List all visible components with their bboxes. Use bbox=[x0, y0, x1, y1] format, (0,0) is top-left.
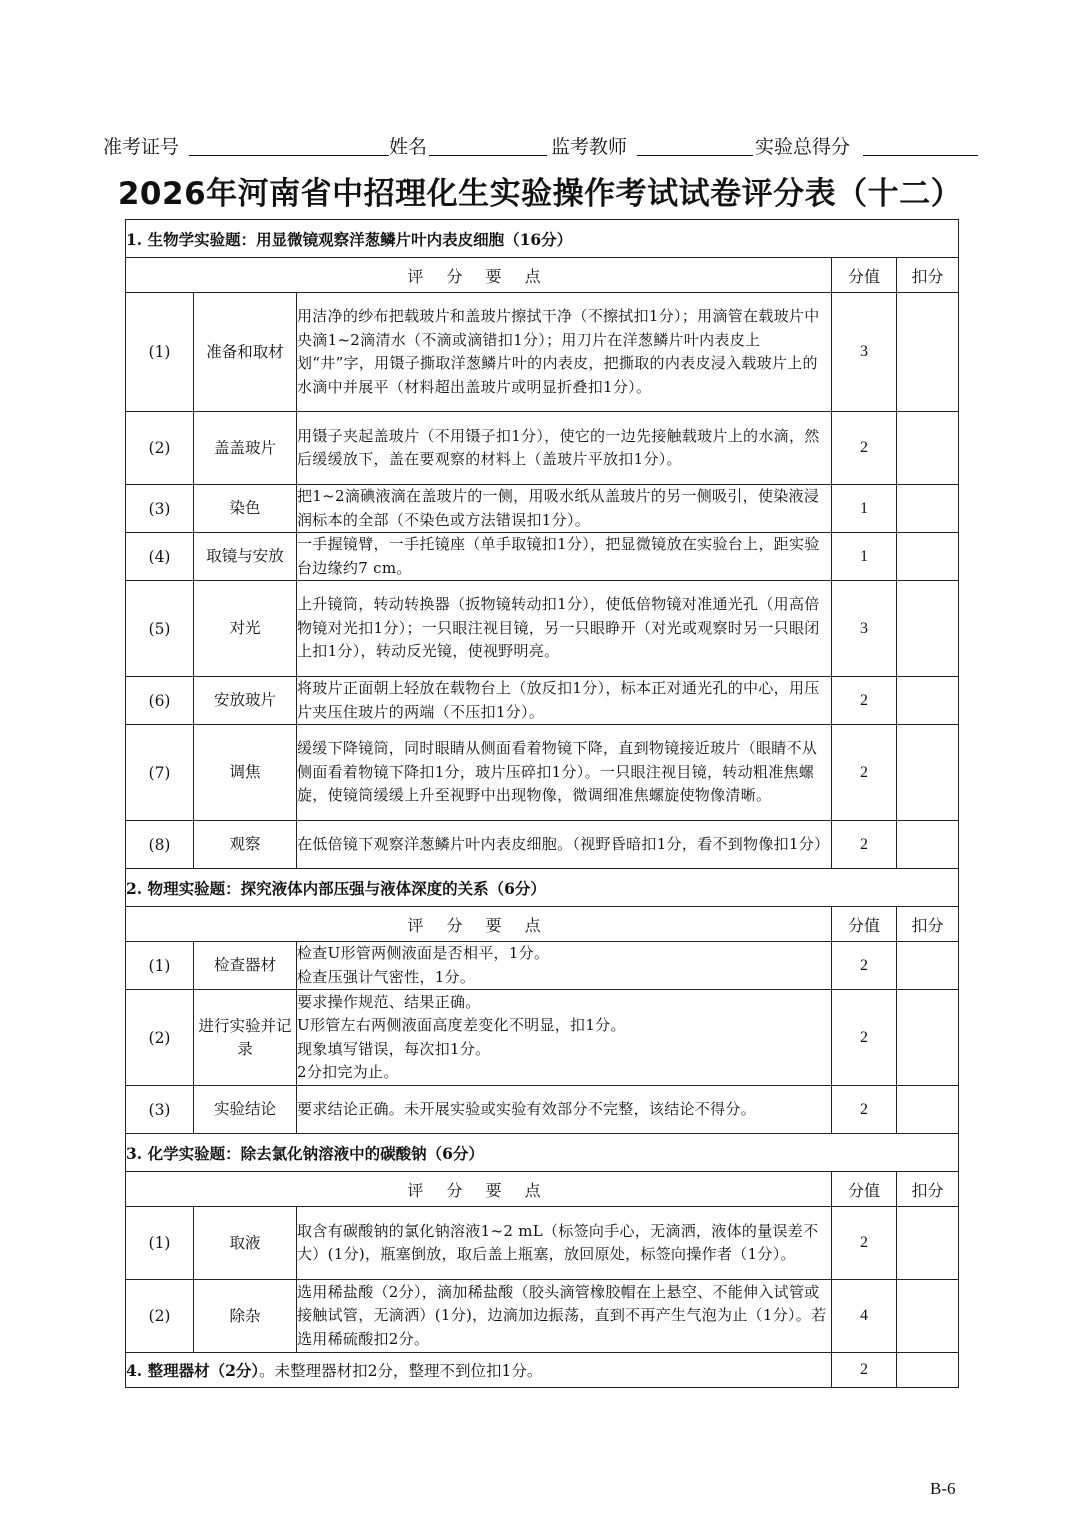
header-score: 分值 bbox=[832, 1172, 897, 1207]
deduct-cell[interactable] bbox=[897, 990, 959, 1086]
section-title-row bbox=[126, 1134, 959, 1172]
row-index: (1) bbox=[126, 1207, 194, 1280]
header-points: 评 分 要 点 bbox=[126, 907, 832, 942]
table-row bbox=[126, 990, 959, 1086]
header-deduct: 扣分 bbox=[897, 258, 959, 293]
row-item-name: 盖盖玻片 bbox=[194, 412, 297, 485]
header-score: 分值 bbox=[832, 258, 897, 293]
column-header-row bbox=[126, 258, 959, 293]
row-score: 2 bbox=[832, 821, 897, 869]
exam-id-field[interactable] bbox=[189, 155, 389, 156]
name-field[interactable] bbox=[429, 155, 547, 156]
table-row bbox=[126, 412, 959, 485]
final-item-title: 4. 整理器材（2分） bbox=[126, 1361, 260, 1380]
row-description: 在低倍镜下观察洋葱鳞片叶内表皮细胞。（视野昏暗扣1分，看不到物像扣1分） bbox=[297, 821, 832, 869]
row-description bbox=[297, 942, 832, 990]
table-row bbox=[126, 533, 959, 581]
row-index: (6) bbox=[126, 677, 194, 725]
exam-id-label: 准考证号 bbox=[103, 136, 180, 158]
proctor-field[interactable] bbox=[637, 155, 753, 156]
table-row bbox=[126, 677, 959, 725]
description-line: 检查压强计气密性，1分。 bbox=[297, 967, 476, 986]
deduct-cell[interactable] bbox=[897, 581, 959, 677]
row-item-name: 安放玻片 bbox=[194, 677, 297, 725]
page-title: 2026年河南省中招理化生实验操作考试试卷评分表（十二） bbox=[117, 176, 963, 212]
row-index: (7) bbox=[126, 725, 194, 821]
row-item-name: 对光 bbox=[194, 581, 297, 677]
deduct-cell[interactable] bbox=[897, 1207, 959, 1280]
row-description bbox=[297, 990, 832, 1086]
row-score: 2 bbox=[832, 1207, 897, 1280]
row-description: 缓缓下降镜筒，同时眼睛从侧面看着物镜下降，直到物镜接近玻片（眼睛不从侧面看着物镜下降扣1分，玻片压碎扣1分）。一只眼注视目镜，转动粗准焦螺旋，使镜筒缓缓上升至视野中出现物像，微调细准焦螺旋使物像清晰。 bbox=[297, 725, 832, 821]
row-score: 2 bbox=[832, 942, 897, 990]
header-deduct: 扣分 bbox=[897, 1172, 959, 1207]
row-score: 1 bbox=[832, 485, 897, 533]
deduct-cell[interactable] bbox=[897, 293, 959, 412]
row-item-name: 取液 bbox=[194, 1207, 297, 1280]
table-row bbox=[126, 1207, 959, 1280]
deduct-cell[interactable] bbox=[897, 821, 959, 869]
table-row bbox=[126, 485, 959, 533]
row-description: 要求结论正确。未开展实验或实验有效部分不完整，该结论不得分。 bbox=[297, 1086, 832, 1134]
final-item bbox=[126, 1353, 832, 1388]
row-index: (4) bbox=[126, 533, 194, 581]
row-description: 选用稀盐酸（2分），滴加稀盐酸（胶头滴管橡胶帽在上悬空、不能伸入试管或接触试管，无滴洒）(1分)，边滴加边振荡，直到不再产生气泡为止（1分）。若选用稀硫酸扣2分。 bbox=[297, 1280, 832, 1353]
header-points: 评 分 要 点 bbox=[126, 1172, 832, 1207]
column-header-row bbox=[126, 1172, 959, 1207]
header-points: 评 分 要 点 bbox=[126, 258, 832, 293]
row-score: 3 bbox=[832, 293, 897, 412]
deduct-cell[interactable] bbox=[897, 533, 959, 581]
row-item-name: 检查器材 bbox=[194, 942, 297, 990]
table-row bbox=[126, 581, 959, 677]
row-item-name: 除杂 bbox=[194, 1280, 297, 1353]
row-item-name: 实验结论 bbox=[194, 1086, 297, 1134]
total-score-label: 实验总得分 bbox=[755, 136, 851, 158]
row-score: 2 bbox=[832, 1353, 897, 1388]
row-score: 2 bbox=[832, 990, 897, 1086]
table-row bbox=[126, 1280, 959, 1353]
deduct-cell[interactable] bbox=[897, 485, 959, 533]
table-row bbox=[126, 725, 959, 821]
deduct-cell[interactable] bbox=[897, 1280, 959, 1353]
description-line: 现象填写错误，每次扣1分。 bbox=[297, 1039, 491, 1058]
row-description: 上升镜筒，转动转换器（扳物镜转动扣1分），使低倍物镜对准通光孔（用高倍物镜对光扣1分）；一只眼注视目镜，另一只眼睁开（对光或观察时另一只眼闭上扣1分），转动反光镜，使视野明亮。 bbox=[297, 581, 832, 677]
row-score: 2 bbox=[832, 412, 897, 485]
row-index: (2) bbox=[126, 1280, 194, 1353]
proctor-label: 监考教师 bbox=[551, 136, 628, 158]
row-index: (1) bbox=[126, 942, 194, 990]
row-index: (1) bbox=[126, 293, 194, 412]
section-title-row bbox=[126, 220, 959, 258]
row-description: 一手握镜臂，一手托镜座（单手取镜扣1分），把显微镜放在实验台上，距实验台边缘约7 cm。 bbox=[297, 533, 832, 581]
row-description: 用镊子夹起盖玻片（不用镊子扣1分），使它的一边先接触载玻片上的水滴，然后缓缓放下，盖在要观察的材料上（盖玻片平放扣1分）。 bbox=[297, 412, 832, 485]
row-item-name: 调焦 bbox=[194, 725, 297, 821]
final-item-text: 。未整理器材扣2分，整理不到位扣1分。 bbox=[259, 1362, 543, 1380]
page-number: B-6 bbox=[930, 1479, 956, 1498]
deduct-cell[interactable] bbox=[897, 412, 959, 485]
description-line: 要求操作规范、结果正确。 bbox=[297, 992, 481, 1011]
row-score: 4 bbox=[832, 1280, 897, 1353]
row-item-name: 观察 bbox=[194, 821, 297, 869]
table-row bbox=[126, 293, 959, 412]
candidate-info-line bbox=[103, 128, 978, 160]
description-line: 检查U形管两侧液面是否相平，1分。 bbox=[297, 944, 550, 962]
total-score-field[interactable] bbox=[863, 155, 978, 156]
row-description: 把1~2滴碘液滴在盖玻片的一侧，用吸水纸从盖玻片的另一侧吸引，使染液浸润标本的全部（不染色或方法错误扣1分）。 bbox=[297, 485, 832, 533]
description-line: 2分扣完为止。 bbox=[297, 1063, 399, 1081]
row-index: (3) bbox=[126, 1086, 194, 1134]
table-row bbox=[126, 821, 959, 869]
description-line: U形管左右两侧液面高度差变化不明显，扣1分。 bbox=[297, 1016, 626, 1034]
row-score: 2 bbox=[832, 677, 897, 725]
row-item-name: 准备和取材 bbox=[194, 293, 297, 412]
header-deduct: 扣分 bbox=[897, 907, 959, 942]
table-row bbox=[126, 1086, 959, 1134]
row-index: (8) bbox=[126, 821, 194, 869]
table-row bbox=[126, 942, 959, 990]
deduct-cell[interactable] bbox=[897, 677, 959, 725]
column-header-row bbox=[126, 907, 959, 942]
final-row bbox=[126, 1353, 959, 1388]
row-item-name: 进行实验并记录 bbox=[194, 990, 297, 1086]
row-score: 1 bbox=[832, 533, 897, 581]
row-description: 用洁净的纱布把载玻片和盖玻片擦拭干净（不擦拭扣1分）；用滴管在载玻片中央滴1~2滴清水（不滴或滴错扣1分）；用刀片在洋葱鳞片叶内表皮上划“井”字，用镊子撕取洋葱鳞片叶的内表皮，把撕取的内表皮浸入载玻片上的水滴中并展平（材料超出盖玻片或明显折叠扣1分）。 bbox=[297, 293, 832, 412]
row-index: (2) bbox=[126, 412, 194, 485]
row-score: 3 bbox=[832, 581, 897, 677]
section-title-row bbox=[126, 869, 959, 907]
row-score: 2 bbox=[832, 725, 897, 821]
row-index: (3) bbox=[126, 485, 194, 533]
section-title: 2. 物理实验题：探究液体内部压强与液体深度的关系（6分） bbox=[126, 869, 959, 907]
header-score: 分值 bbox=[832, 907, 897, 942]
row-description: 将玻片正面朝上轻放在载物台上（放反扣1分），标本正对通光孔的中心，用压片夹压住玻片的两端（不压扣1分）。 bbox=[297, 677, 832, 725]
row-index: (2) bbox=[126, 990, 194, 1086]
deduct-cell[interactable] bbox=[897, 1353, 959, 1388]
deduct-cell[interactable] bbox=[897, 942, 959, 990]
row-item-name: 取镜与安放 bbox=[194, 533, 297, 581]
deduct-cell[interactable] bbox=[897, 1086, 959, 1134]
row-index: (5) bbox=[126, 581, 194, 677]
row-item-name: 染色 bbox=[194, 485, 297, 533]
name-label: 姓名 bbox=[389, 136, 428, 158]
deduct-cell[interactable] bbox=[897, 725, 959, 821]
section-title: 1. 生物学实验题：用显微镜观察洋葱鳞片叶内表皮细胞（16分） bbox=[126, 220, 959, 258]
section-title: 3. 化学实验题：除去氯化钠溶液中的碳酸钠（6分） bbox=[126, 1134, 959, 1172]
row-description: 取含有碳酸钠的氯化钠溶液1~2 mL（标签向手心，无滴洒，液体的量误差不大）(1分)，瓶塞倒放，取后盖上瓶塞，放回原处，标签向操作者（1分）。 bbox=[297, 1207, 832, 1280]
row-score: 2 bbox=[832, 1086, 897, 1134]
scoring-table bbox=[125, 219, 959, 1388]
